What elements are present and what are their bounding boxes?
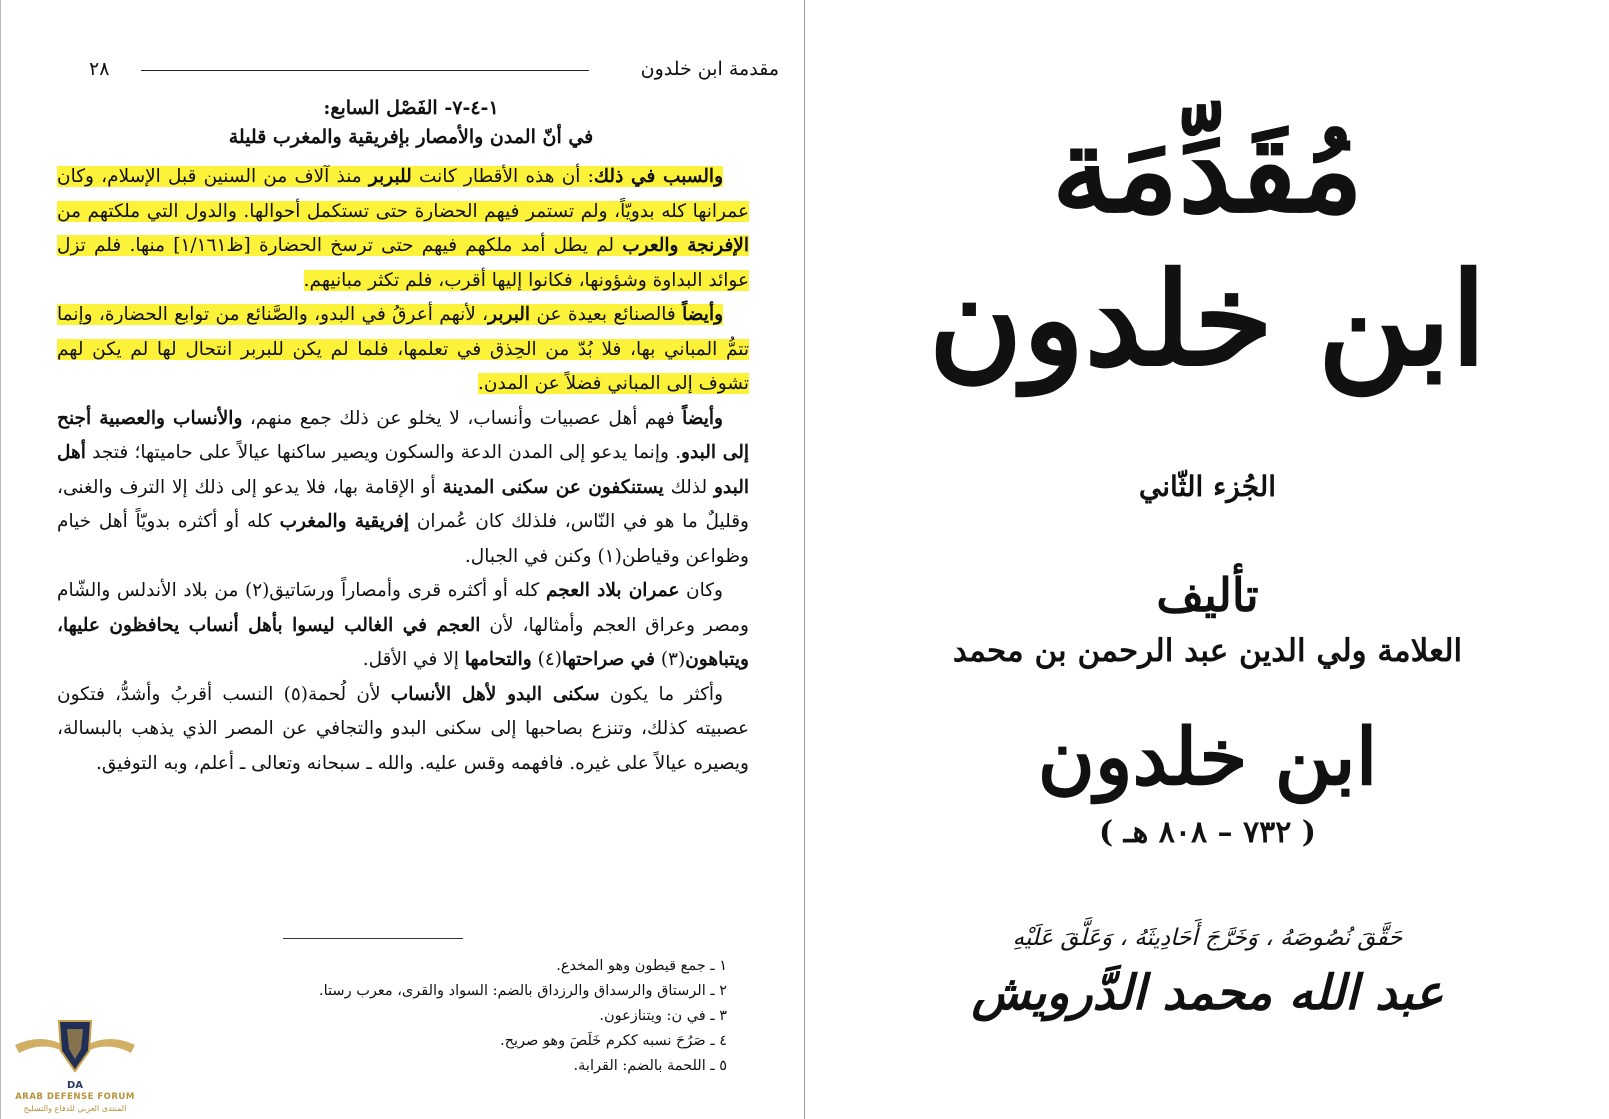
bold-phrase: وأيضاً [682, 304, 724, 325]
text-run: لذلك [663, 476, 714, 498]
body-text [57, 160, 749, 781]
text-run: فالصنائع بعيدة عن [530, 304, 683, 325]
text-run: وكان [679, 580, 723, 601]
header-title: مقدمة ابن خلدون [640, 58, 779, 80]
text-run: وأكثر ما يكون [599, 683, 724, 705]
author-line: العلامة ولي الدين عبد الرحمن بن محمد [952, 633, 1463, 669]
bold-phrase: والتحامها [464, 649, 532, 670]
highlighted-text [57, 304, 749, 394]
bold-phrase: إفريقية والمغرب [279, 511, 410, 532]
bold-phrase: أهل البدو [57, 442, 749, 498]
text-run: أو الإقامة بها، فلا يدعو إلى ذلك إلا الترف والغنى، وقليلٌ ما هو في النّاس، فلذلك كان عُمران [57, 476, 749, 532]
left-page [0, 0, 804, 1119]
book-title: مُقَدِّمَة [1051, 100, 1364, 239]
footnote: ٣ ـ في ن: ويتنازعون. [599, 1008, 727, 1024]
bold-phrase: وأيضاً [682, 407, 723, 429]
running-header [89, 58, 779, 88]
watermark-initials: DA [66, 1080, 84, 1091]
footnote-rule [283, 938, 463, 939]
bold-phrase: والسبب في ذلك [593, 166, 724, 187]
chapter-heading: ١-٤-٧- الفَصْل السابع: [323, 97, 499, 119]
header-rule [141, 70, 589, 71]
forum-watermark-logo [11, 1015, 139, 1117]
text-run: . وإنما يدعو إلى المدن الدعة والسكون ويصير ساكنها عيالاً على حاميتها؛ فتجد [85, 442, 682, 463]
footnote: ١ ـ جمع قيطون وهو المخدع. [556, 958, 727, 974]
book-title-name: ابن خلدون [928, 245, 1487, 395]
bold-phrase: الإفرنجة والعرب [622, 235, 749, 256]
text-run: لم يطل أمد ملكهم فيهم حتى ترسخ الحضارة [ظ١/١٦١] منها. فلم تزل عوائد البداوة وشؤونها، فكانوا إليها أقرب، فلم تكثر مبانيهم. [57, 235, 749, 291]
bold-phrase: يستنكفون عن سكنى المدينة [442, 476, 664, 498]
bold-phrase: للبربر [368, 166, 412, 187]
body-paragraph [57, 298, 749, 402]
chapter-subtitle: في أنّ المدن والأمصار بإفريقية والمغرب قليلة [228, 126, 594, 148]
authorship-label: تأليف [1156, 568, 1259, 622]
footnotes [251, 954, 727, 1079]
body-paragraph [57, 160, 749, 298]
text-run: منذ آلاف من السنين قبل الإسلام، وكان عمرانها كله بدويّاً، ولم تستمر فيهم الحضارة حتى تستكمل أحوالها. والدول التي ملكتهم من [57, 166, 750, 222]
body-paragraph [57, 678, 749, 782]
bold-phrase: والأنساب والعصبية أجنح إلى البدو [57, 407, 750, 463]
text-run: (٤) [531, 649, 562, 670]
text-run: : أن هذه الأقطار كانت [411, 166, 594, 187]
body-paragraph [57, 402, 749, 575]
watermark-line1: ARAB DEFENSE FORUM [15, 1092, 135, 1102]
author-name: ابن خلدون [1037, 712, 1378, 803]
watermark-line2: المنتدى العربي للدفاع والتسليح [23, 1104, 127, 1113]
paragraph-text [57, 684, 749, 774]
footnote: ٥ ـ اللحمة بالضم: القرابة. [573, 1058, 727, 1074]
body-paragraph [57, 574, 749, 678]
text-run: كله أو أكثره قرى وأمصاراً ورسَاتيق(٢) من بلاد الأندلس والشّام ومصر وعراق العجم وأمثالها، لأن [57, 580, 749, 636]
paragraph-text [57, 408, 749, 567]
text-run: إلا في الأقل. [362, 649, 465, 670]
volume-label: الجُزء الثّاني [1138, 470, 1277, 503]
bold-phrase: في صراحتها [561, 649, 655, 670]
text-run: فهم أهل عصبيات وأنساب، لا يخلو عن ذلك جمع منهم، [242, 407, 683, 429]
editor-name: عبد الله محمد الدَّرويش [971, 965, 1444, 1021]
editor-note: حَقَّقَ نُصُوصَهُ ، وَخَرَّجَ أَحَادِيثَهُ ، وَعَلَّقَ عَلَيْهِ [1012, 925, 1403, 951]
text-run: لأن لُحمة(٥) النسب أقربُ وأشدُّ، فتكون عصبيته كذلك، وتنزع بصاحبها إلى سكنى البدو والتجافي عن المصر الذي يذهب بالبسالة، ويصيره عيالاً على غيره. فافهمه وقس عليه. والله ـ سبحانه وتعالى ـ أعلم، وبه التوفيق. [57, 683, 749, 774]
bold-phrase: البربر [488, 304, 531, 325]
bold-phrase: العجم في الغالب ليسوا بأهل أنساب يحافظون عليها، ويتباهون [57, 614, 749, 670]
footnote: ٢ ـ الرستاق والرسداق والرزداق بالضم: السواد والقرى، معرب رستا. [319, 983, 727, 999]
text-run: (٣) [654, 649, 686, 670]
eagle-shield-icon [11, 1015, 139, 1085]
footnote: ٤ ـ صَرُحَ نسبه ككرم خَلَصَ وهو صريح. [500, 1033, 727, 1049]
bold-phrase: سكنى البدو لأهل الأنساب [390, 683, 600, 705]
highlighted-text [57, 166, 749, 291]
text-run: ، لأنهم أعرقُ في البدو، والصَّنائع من توابع الحضارة، وإنما تتمُّ المباني بها، فلا بُدّ من الحِذق في تعلمها، فلما لم يكن للبربر انتحال لها لم يكن لهم تشوف إلى المباني فضلاً عن المدن. [57, 304, 749, 394]
author-dates: ( ٧٣٢ – ٨٠٨ هـ ) [1099, 815, 1316, 850]
paragraph-text [57, 580, 749, 670]
page-number: ٢٨ [89, 58, 110, 80]
text-run: كله أو أكثره بدويّاً أهل خيام وظواعن وقياطن(١) وكنن في الجبال. [57, 511, 749, 567]
right-page [804, 0, 1609, 1119]
bold-phrase: عمران بلاد العجم [545, 580, 680, 601]
